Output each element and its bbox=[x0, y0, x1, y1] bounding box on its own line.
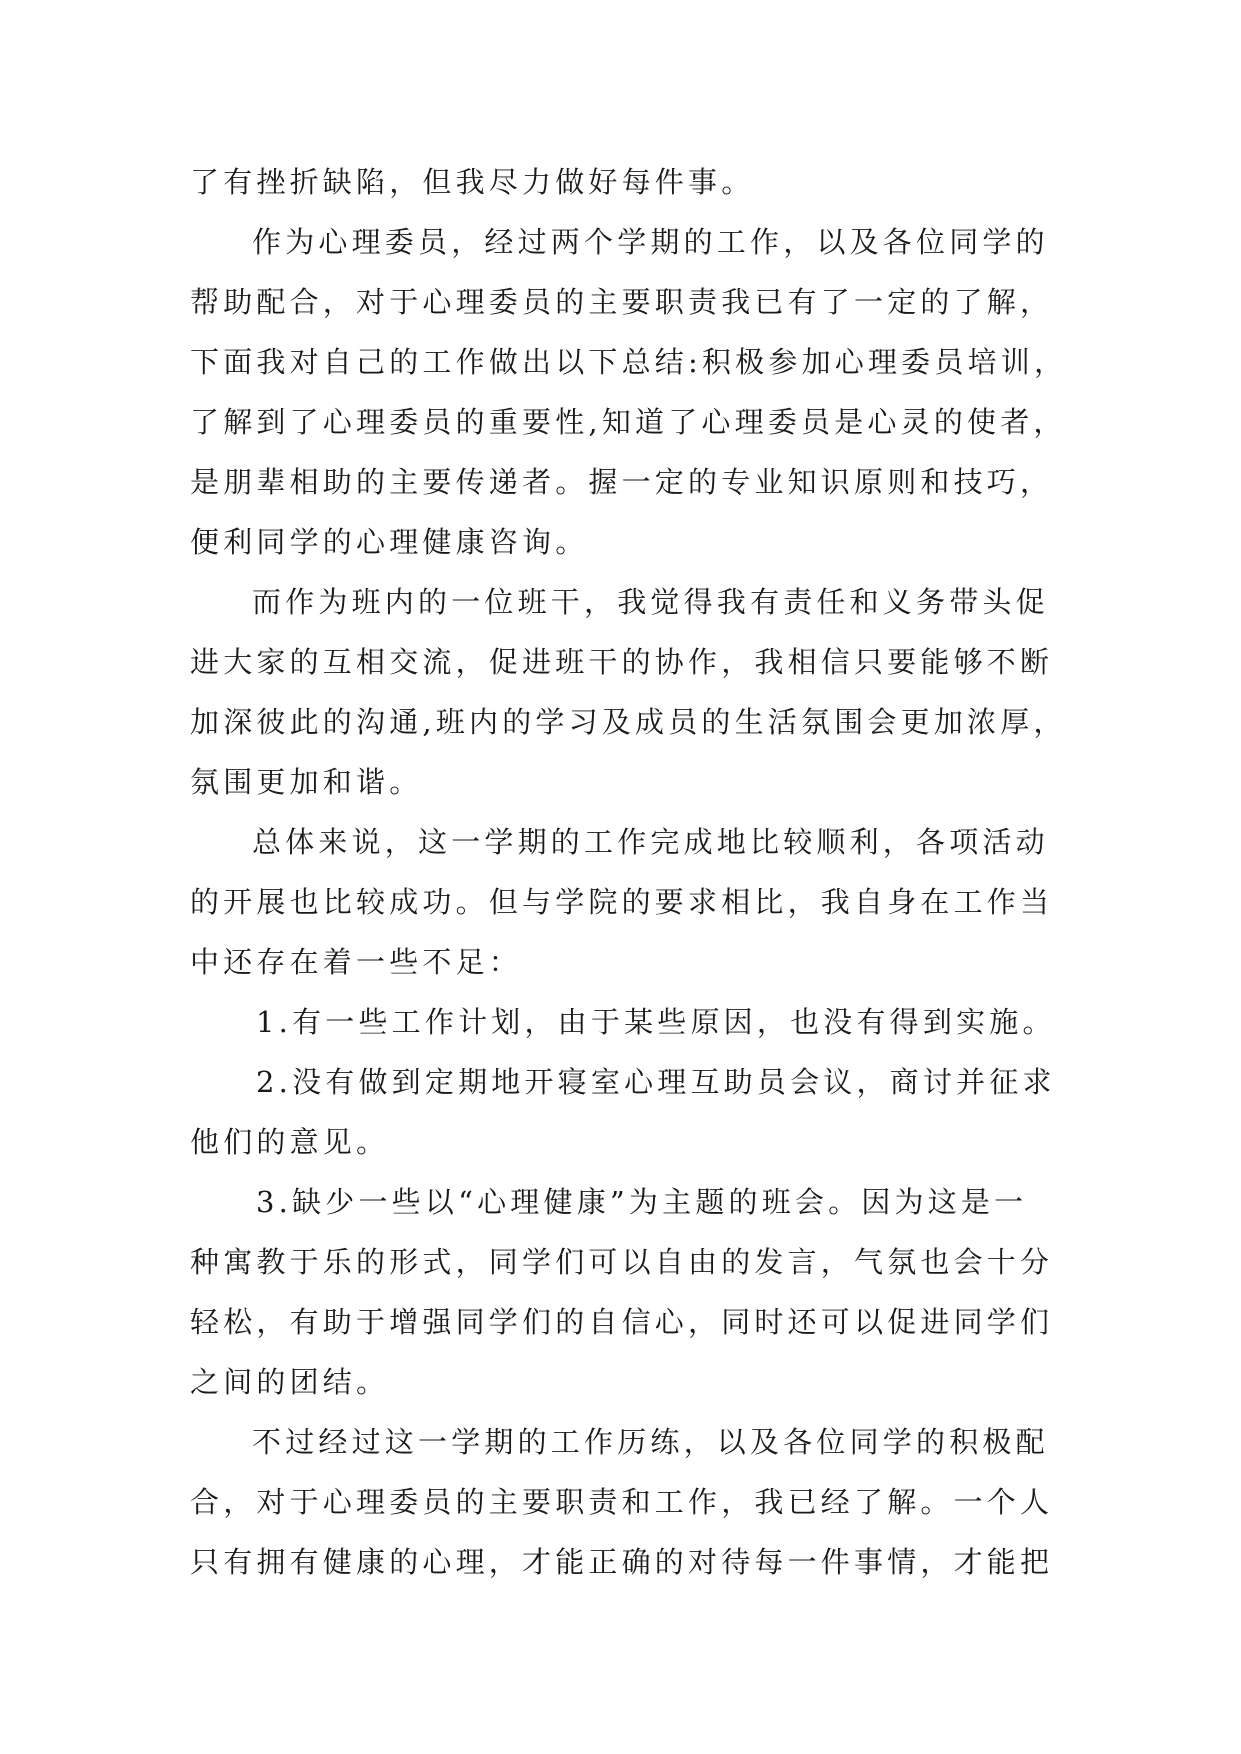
list-item: 2.没有做到定期地开寝室心理互助员会议，商讨并征求 bbox=[256, 1065, 1056, 1099]
text-line: 帮助配合，对于心理委员的主要职责我已有了一定的了解， bbox=[190, 285, 1054, 319]
text-line: 不过经过这一学期的工作历练，以及各位同学的积极配 bbox=[252, 1425, 1049, 1459]
text-line: 是朋辈相助的主要传递者。握一定的专业知识原则和技巧， bbox=[190, 465, 1054, 499]
text-line: 进大家的互相交流，促进班干的协作，我相信只要能够不断 bbox=[190, 645, 1054, 679]
text-line: 下面我对自己的工作做出以下总结:积极参加心理委员培训， bbox=[190, 345, 1068, 379]
text-line: 了有挫折缺陷，但我尽力做好每件事。 bbox=[190, 165, 755, 199]
text-line: 了解到了心理委员的重要性,知道了心理委员是心灵的使者， bbox=[190, 405, 1067, 439]
text-line: 氛围更加和谐。 bbox=[190, 765, 423, 799]
text-line: 之间的团结。 bbox=[190, 1365, 390, 1399]
text-line: 的开展也比较成功。但与学院的要求相比，我自身在工作当 bbox=[190, 885, 1054, 919]
text-line: 便利同学的心理健康咨询。 bbox=[190, 525, 589, 559]
list-item: 3.缺少一些以“心理健康”为主题的班会。因为这是一 bbox=[256, 1185, 1028, 1219]
text-line: 加深彼此的沟通,班内的学习及成员的生活氛围会更加浓厚， bbox=[190, 705, 1067, 739]
text-line: 合，对于心理委员的主要职责和工作，我已经了解。一个人 bbox=[190, 1485, 1054, 1519]
text-line: 中还存在着一些不足： bbox=[190, 945, 523, 979]
text-line: 轻松，有助于增强同学们的自信心，同时还可以促进同学们 bbox=[190, 1305, 1054, 1339]
text-line: 种寓教于乐的形式，同学们可以自由的发言，气氛也会十分 bbox=[190, 1245, 1054, 1279]
text-line: 而作为班内的一位班干，我觉得我有责任和义务带头促 bbox=[252, 585, 1049, 619]
text-line: 只有拥有健康的心理，才能正确的对待每一件事情，才能把 bbox=[190, 1545, 1054, 1579]
text-line: 他们的意见。 bbox=[190, 1125, 390, 1159]
text-line: 作为心理委员，经过两个学期的工作，以及各位同学的 bbox=[252, 225, 1049, 259]
list-item: 1.有一些工作计划，由于某些原因，也没有得到实施。 bbox=[256, 1005, 1056, 1039]
text-line: 总体来说，这一学期的工作完成地比较顺利，各项活动 bbox=[252, 825, 1049, 859]
